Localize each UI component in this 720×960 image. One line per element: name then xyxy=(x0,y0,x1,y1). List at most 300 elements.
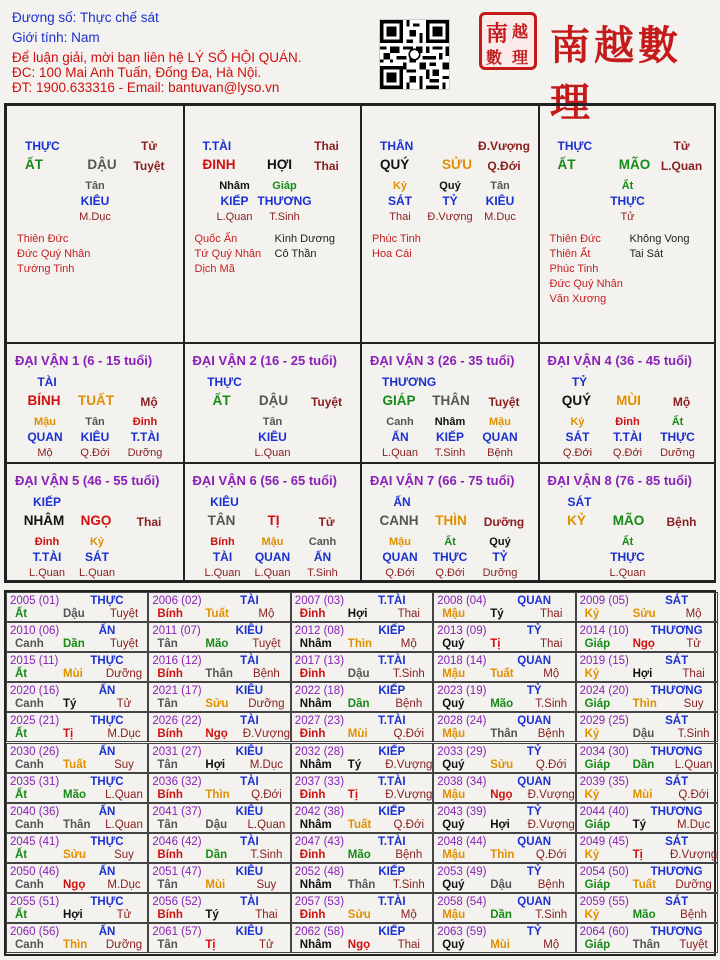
year-cell xyxy=(6,622,148,652)
year-label: 2029 (25) xyxy=(579,715,629,728)
luck-title: ĐẠI VẬN 7 (66 - 75 tuổi) xyxy=(370,473,515,488)
year-branch: Hợi xyxy=(347,608,368,620)
year-label: 2023 (19) xyxy=(437,685,487,698)
year-label: 2013 (09) xyxy=(437,625,487,638)
year-branch: Mão xyxy=(490,698,514,711)
year-stem: Kỷ xyxy=(584,608,600,620)
year-cell xyxy=(148,712,290,742)
year-cell xyxy=(148,592,290,622)
year-god: ẤN xyxy=(98,745,116,758)
pillar-stem-god: THỰC xyxy=(557,139,593,153)
hidden-stem: Giáp xyxy=(272,180,297,192)
year-god: THỰC xyxy=(90,775,124,788)
year-branch: Mùi xyxy=(63,668,83,681)
year-stage: Tử xyxy=(686,638,701,651)
year-stage: Bệnh xyxy=(680,909,708,921)
year-cell xyxy=(6,743,148,773)
luck-hidden-stem: Kỷ xyxy=(570,416,585,428)
luck-title: ĐẠI VẬN 2 (16 - 25 tuổi) xyxy=(192,353,337,368)
year-label: 2040 (36) xyxy=(10,805,60,818)
year-stage: Thai xyxy=(540,638,563,651)
year-stage: M.Dục xyxy=(676,818,711,831)
year-label: 2026 (22) xyxy=(152,715,202,728)
brand-title: 南越數理 xyxy=(550,22,682,126)
pillar-cell xyxy=(361,105,539,343)
star-right: Cô Thần xyxy=(274,248,317,260)
year-label: 2031 (27) xyxy=(152,745,202,758)
year-stem: Canh xyxy=(15,638,44,651)
year-cell xyxy=(291,652,433,682)
year-branch: Dần xyxy=(632,758,655,771)
year-label: 2064 (60) xyxy=(579,926,629,939)
year-stem: Đinh xyxy=(299,608,326,620)
year-god: SÁT xyxy=(665,595,689,607)
year-label: 2048 (44) xyxy=(437,835,487,848)
luck-hidden-god: T.TÀI xyxy=(32,550,62,564)
year-god: TÀI xyxy=(240,655,259,668)
year-label: 2021 (17) xyxy=(152,685,202,698)
luck-stem: BÍNH xyxy=(27,393,61,408)
hidden-stage: T.Sinh xyxy=(269,211,300,223)
year-branch: Tý xyxy=(632,818,647,831)
year-stem: Đinh xyxy=(299,848,326,861)
hidden-stem: Kỷ xyxy=(392,180,408,192)
year-stem: Bính xyxy=(157,608,183,620)
year-cell xyxy=(148,833,290,863)
year-stage: Đ.Vượng xyxy=(242,728,290,741)
hidden-stage: Tử xyxy=(620,211,635,223)
year-god: QUAN xyxy=(517,595,552,607)
year-stage: Tuyệt xyxy=(109,638,139,651)
year-branch: Tý xyxy=(490,608,504,620)
year-stem: Ất xyxy=(15,848,28,861)
year-stem: Quý xyxy=(442,698,465,711)
year-stem: Mậu xyxy=(442,728,466,741)
luck-hidden-stage: Mộ xyxy=(37,447,53,459)
pillar-branch-god: Tử xyxy=(673,139,690,153)
year-label: 2025 (21) xyxy=(10,715,60,728)
year-god: T.TÀI xyxy=(378,775,406,788)
star-left: Tứ Quý Nhân xyxy=(194,248,262,260)
year-stem: Canh xyxy=(15,818,44,831)
luck-stage: Mộ xyxy=(140,395,158,409)
year-cell xyxy=(433,712,575,742)
year-label: 2005 (01) xyxy=(10,595,60,607)
year-stage: L.Quan xyxy=(105,818,143,831)
luck-hidden-stage: Q.Đới xyxy=(562,447,593,459)
luck-hidden-god: KIẾP xyxy=(435,430,464,444)
year-cell xyxy=(433,923,575,953)
luck-hidden-god: SÁT xyxy=(85,550,109,564)
year-stem: Nhâm xyxy=(299,878,332,891)
year-stage: Dưỡng xyxy=(248,698,285,711)
year-label: 2043 (39) xyxy=(437,805,487,818)
hidden-god: KIẾP xyxy=(220,194,249,208)
year-god: KIẾP xyxy=(378,926,406,939)
luck-hidden-stem: Quý xyxy=(489,536,511,548)
address-line: ĐC: 100 Mai Anh Tuấn, Đống Đa, Hà Nội. xyxy=(12,65,262,80)
luck-hidden-god: TỶ xyxy=(492,550,508,564)
year-stem: Đinh xyxy=(299,668,326,681)
year-branch: Dần xyxy=(347,698,370,711)
owner-line: Đương số: Thực chế sát xyxy=(12,10,159,25)
year-stage: Đ.Vượng xyxy=(385,788,433,801)
year-cell xyxy=(433,743,575,773)
luck-hidden-stem: Ất xyxy=(444,536,456,548)
year-label: 2007 (03) xyxy=(294,595,345,607)
year-branch: Sửu xyxy=(490,758,514,771)
year-stage: Mộ xyxy=(258,608,275,620)
luck-hidden-god: QUAN xyxy=(482,430,518,444)
luck-cell xyxy=(6,343,184,463)
year-god: THƯƠNG xyxy=(650,805,703,818)
luck-branch: DẬU xyxy=(258,393,289,408)
year-stage: Mộ xyxy=(543,668,560,681)
year-stem: Ất xyxy=(15,608,28,620)
luck-god: ẤN xyxy=(393,495,411,509)
year-branch: Dậu xyxy=(347,668,370,681)
year-stage: T.Sinh xyxy=(250,848,283,861)
year-stage: Bệnh xyxy=(252,668,280,681)
star-left: Hoa Cái xyxy=(372,248,412,260)
year-god: KIẾP xyxy=(378,625,406,638)
year-stem: Ất xyxy=(15,728,28,741)
year-stem: Bính xyxy=(157,668,183,681)
year-label: 2051 (47) xyxy=(152,865,202,878)
year-label: 2041 (37) xyxy=(152,805,202,818)
year-branch: Thìn xyxy=(205,788,230,801)
year-stem: Bính xyxy=(157,728,183,741)
year-god: TÀI xyxy=(240,896,259,908)
year-cell xyxy=(291,743,433,773)
luck-god: THỰC xyxy=(207,375,242,389)
year-stem: Giáp xyxy=(584,758,611,771)
year-stage: Mộ xyxy=(685,608,702,620)
pillar-branch-god: Tử xyxy=(140,139,158,153)
year-god: SÁT xyxy=(665,896,689,908)
star-right: Không Vong xyxy=(629,233,690,245)
year-god: SÁT xyxy=(665,775,689,788)
luck-hidden-stem: Mậu xyxy=(34,416,56,428)
pillar-stem: ẤT xyxy=(25,157,43,172)
pillar-cell xyxy=(539,105,717,343)
year-label: 2037 (33) xyxy=(294,775,345,788)
year-god: SÁT xyxy=(665,715,689,728)
year-cell xyxy=(433,863,575,893)
year-stem: Tân xyxy=(157,878,178,891)
pillar-stem-god: THÂN xyxy=(380,139,414,153)
year-branch: Dậu xyxy=(632,728,655,741)
year-branch: Tý xyxy=(205,909,219,921)
year-branch: Tý xyxy=(63,698,77,711)
year-label: 2027 (23) xyxy=(294,715,345,728)
year-label: 2036 (32) xyxy=(152,775,202,788)
year-branch: Dần xyxy=(205,848,228,861)
year-stage: Suy xyxy=(114,758,134,771)
year-stem: Tân xyxy=(157,638,178,651)
year-label: 2049 (45) xyxy=(579,835,629,848)
year-branch: Mùi xyxy=(490,939,510,952)
year-stage: Bệnh xyxy=(395,698,423,711)
luck-hidden-stem: Đinh xyxy=(132,416,158,428)
luck-hidden-god: THỰC xyxy=(610,550,645,564)
year-branch: Tị xyxy=(347,788,359,801)
year-branch: Mão xyxy=(347,848,371,861)
year-label: 2017 (13) xyxy=(294,655,345,668)
year-stem: Canh xyxy=(15,878,44,891)
year-god: SÁT xyxy=(665,655,689,668)
year-stage: Dưỡng xyxy=(105,939,143,952)
year-god: KIÊU xyxy=(235,805,264,818)
pillar-branch: SỬU xyxy=(442,157,472,172)
year-stem: Quý xyxy=(442,939,465,952)
year-branch: Mão xyxy=(632,909,656,921)
year-cell xyxy=(291,622,433,652)
luck-hidden-god: QUAN xyxy=(382,550,418,564)
hidden-stage: M.Dục xyxy=(484,211,516,223)
pillar-branch: MÃO xyxy=(618,157,651,172)
luck-hidden-stage: L.Quan xyxy=(204,567,241,579)
year-branch: Mùi xyxy=(205,878,226,891)
year-cell xyxy=(291,682,433,712)
year-stem: Bính xyxy=(157,848,183,861)
year-cell xyxy=(433,803,575,833)
year-stem: Quý xyxy=(442,758,465,771)
pillar-cell xyxy=(184,105,362,343)
luck-hidden-stem: Ất xyxy=(671,416,684,428)
hidden-stem: Tân xyxy=(490,180,510,192)
luck-hidden-stage: Q.Đới xyxy=(385,567,415,579)
year-god: THƯƠNG xyxy=(650,926,703,939)
hidden-stem: Nhâm xyxy=(219,180,250,192)
year-god: THỰC xyxy=(90,715,124,728)
year-god: KIÊU xyxy=(235,926,264,939)
luck-god: KIẾP xyxy=(32,495,61,509)
luck-cell xyxy=(184,343,362,463)
year-label: 2052 (48) xyxy=(294,865,345,878)
year-label: 2035 (31) xyxy=(10,775,60,788)
year-stem: Giáp xyxy=(584,818,611,831)
year-stage: Đ.Vượng xyxy=(385,758,433,771)
year-label: 2062 (58) xyxy=(294,926,345,939)
year-stem: Mậu xyxy=(442,608,466,620)
luck-cell xyxy=(361,343,539,463)
hidden-stem: Quý xyxy=(439,180,461,192)
year-cell xyxy=(148,893,290,923)
year-label: 2020 (16) xyxy=(10,685,60,698)
year-cell xyxy=(291,773,433,803)
luck-hidden-stage: L.Quan xyxy=(609,567,646,579)
year-label: 2054 (50) xyxy=(579,865,629,878)
year-stage: T.Sinh xyxy=(535,698,568,711)
year-stem: Mậu xyxy=(442,848,466,861)
year-cell xyxy=(433,592,575,622)
year-stage: Mộ xyxy=(543,939,560,952)
year-label: 2015 (11) xyxy=(10,655,59,668)
year-branch: Ngọ xyxy=(205,728,228,741)
star-left: Phúc Tinh xyxy=(372,233,421,245)
year-god: THỰC xyxy=(90,835,124,848)
luck-title: ĐẠI VẬN 1 (6 - 15 tuổi) xyxy=(15,353,153,368)
year-branch: Thân xyxy=(205,668,233,681)
luck-stem: NHÂM xyxy=(23,513,65,528)
luck-hidden-stem: Mậu xyxy=(489,416,511,428)
luck-hidden-stem: Kỷ xyxy=(89,536,105,548)
pillar-stem-god: THỰC xyxy=(25,139,60,153)
year-stem: Tân xyxy=(157,818,178,831)
year-cell xyxy=(6,712,148,742)
star-left: Thiên Ất xyxy=(549,248,591,260)
star-left: Đức Quý Nhân xyxy=(17,248,91,260)
contact-line: Để luận giải, mời bạn liên hệ LÝ SỐ HỘI QUÁN. xyxy=(12,50,302,65)
pillar-stage: Tuyệt xyxy=(133,159,165,173)
year-label: 2044 (40) xyxy=(579,805,629,818)
year-branch: Tuất xyxy=(632,878,657,891)
year-god: KIẾP xyxy=(378,745,406,758)
year-label: 2018 (14) xyxy=(437,655,487,668)
year-branch: Thìn xyxy=(347,638,373,651)
hidden-god: KIÊU xyxy=(80,194,110,208)
year-cell xyxy=(291,863,433,893)
year-stem: Quý xyxy=(442,638,465,651)
luck-hidden-stem: Đinh xyxy=(615,416,640,428)
year-branch: Thân xyxy=(63,818,91,831)
year-label: 2010 (06) xyxy=(10,625,60,638)
year-stem: Tân xyxy=(157,698,178,711)
year-stage: Đ.Vượng xyxy=(527,818,575,831)
year-cell xyxy=(576,863,718,893)
star-left: Dịch Mã xyxy=(194,263,235,275)
year-stage: T.Sinh xyxy=(392,878,425,891)
luck-hidden-stage: Dưỡng xyxy=(660,447,695,459)
year-branch: Tuất xyxy=(205,608,229,620)
year-stage: Tử xyxy=(259,939,274,952)
hidden-stem: Ất xyxy=(621,180,634,192)
year-label: 2028 (24) xyxy=(437,715,487,728)
year-cell xyxy=(148,923,290,953)
year-stem: Mậu xyxy=(442,788,466,801)
year-label: 2057 (53) xyxy=(294,896,345,908)
gender-line: Giới tính: Nam xyxy=(12,30,100,45)
year-cell xyxy=(148,682,290,712)
year-cell xyxy=(6,682,148,712)
year-stem: Tân xyxy=(157,939,178,952)
year-stage: Suy xyxy=(683,698,704,711)
luck-branch: MÙI xyxy=(616,393,641,408)
year-god: TỶ xyxy=(526,685,542,698)
year-branch: Ngọ xyxy=(347,939,371,952)
luck-hidden-stage: L.Quan xyxy=(381,447,419,459)
pillar-branch-god: Đ.Vượng xyxy=(478,139,530,153)
year-stem: Đinh xyxy=(299,909,326,921)
luck-stage: Mộ xyxy=(672,395,691,409)
year-stage: Q.Đới xyxy=(535,758,567,771)
year-stage: Q.Đới xyxy=(535,848,567,861)
luck-hidden-stage: Q.Đới xyxy=(80,447,110,459)
luck-hidden-god: KIÊU xyxy=(258,430,287,444)
luck-branch: MÃO xyxy=(612,513,645,528)
year-label: 2047 (43) xyxy=(294,835,345,848)
year-branch: Thân xyxy=(632,939,661,952)
year-branch: Tị xyxy=(490,638,501,651)
year-cell xyxy=(6,773,148,803)
year-cell xyxy=(148,773,290,803)
luck-hidden-god: QUAN xyxy=(27,430,63,444)
year-label: 2050 (46) xyxy=(10,865,60,878)
year-stage: T.Sinh xyxy=(677,728,710,741)
year-cell xyxy=(6,863,148,893)
luck-hidden-stage: L.Quan xyxy=(254,447,291,459)
year-stem: Bính xyxy=(157,909,183,921)
hidden-stage: Đ.Vượng xyxy=(427,211,473,223)
luck-hidden-god: ẤN xyxy=(391,430,409,444)
luck-branch: NGỌ xyxy=(80,513,112,528)
pillar-branch: HỢI xyxy=(266,157,293,172)
year-stage: M.Dục xyxy=(107,728,141,741)
year-cell xyxy=(148,652,290,682)
year-stage: Tuyệt xyxy=(109,608,139,620)
luck-hidden-god: THỰC xyxy=(432,550,468,564)
year-cell xyxy=(576,773,718,803)
year-god: THƯƠNG xyxy=(650,745,703,758)
year-stage: Đ.Vượng xyxy=(527,788,575,801)
year-cell xyxy=(291,833,433,863)
luck-hidden-stage: Q.Đới xyxy=(612,447,643,459)
luck-hidden-stem: Đinh xyxy=(34,536,60,548)
pillar-cell xyxy=(6,105,184,343)
luck-god: KIÊU xyxy=(210,495,239,509)
year-label: 2039 (35) xyxy=(579,775,629,788)
star-left: Quốc Ấn xyxy=(194,233,238,245)
luck-hidden-god: ẤN xyxy=(313,550,332,564)
year-branch: Tị xyxy=(205,939,216,952)
luck-hidden-stage: Q.Đới xyxy=(435,567,465,579)
year-branch: Ngọ xyxy=(63,878,86,891)
year-branch: Ngọ xyxy=(632,638,655,651)
year-stage: Thai xyxy=(682,668,705,681)
luck-branch: TỊ xyxy=(267,513,280,528)
year-stage: Mộ xyxy=(400,909,417,921)
year-branch: Sửu xyxy=(347,909,371,921)
luck-stage: Tuyệt xyxy=(310,395,343,409)
yearly-table xyxy=(4,590,716,956)
year-branch: Ngọ xyxy=(490,788,513,801)
luck-hidden-stage: Dưỡng xyxy=(127,447,163,459)
year-label: 2024 (20) xyxy=(579,685,629,698)
luck-god: TÀI xyxy=(37,375,57,389)
year-label: 2042 (38) xyxy=(294,805,345,818)
year-branch: Mùi xyxy=(632,788,653,801)
year-god: TỶ xyxy=(526,926,542,939)
year-stage: M.Dục xyxy=(107,878,141,891)
year-cell xyxy=(433,682,575,712)
year-branch: Tuất xyxy=(63,758,87,771)
luck-stage: Thai xyxy=(136,515,162,529)
year-stage: Suy xyxy=(114,848,134,861)
hidden-god: KIÊU xyxy=(485,194,515,208)
year-god: TỶ xyxy=(526,625,542,638)
year-stage: Q.Đới xyxy=(678,788,709,801)
year-god: ẤN xyxy=(98,625,116,638)
luck-hidden-god: KIÊU xyxy=(80,430,110,444)
year-god: TÀI xyxy=(240,775,259,788)
year-stage: Tuyệt xyxy=(679,939,708,952)
year-label: 2009 (05) xyxy=(579,595,629,607)
year-cell xyxy=(6,893,148,923)
year-stem: Nhâm xyxy=(299,818,332,831)
year-cell xyxy=(6,592,148,622)
year-stage: T.Sinh xyxy=(392,668,425,681)
